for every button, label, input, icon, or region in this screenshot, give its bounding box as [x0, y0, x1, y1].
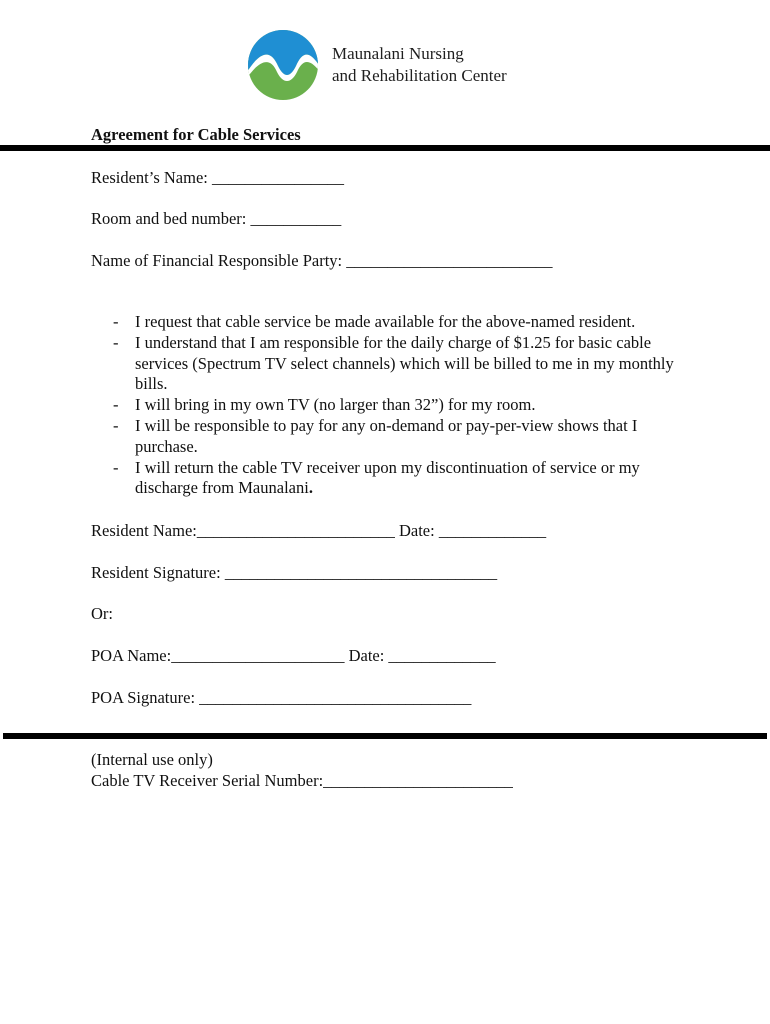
logo-line-1: Maunalani Nursing [332, 44, 464, 63]
poa-name-date-field: POA Name:_____________________ Date: _____________ [91, 646, 496, 665]
mountain-logo-icon [247, 28, 323, 104]
list-item-text: I will bring in my own TV (no larger than 32”) for my room. [135, 395, 536, 415]
or-label: Or: [91, 604, 113, 623]
list-dash: - [113, 312, 119, 331]
resident-name-date-field: Resident Name:________________________ Date: _____________ [91, 521, 547, 540]
list-item-text: I will return the cable TV receiver upon my discontinuation of service or my discharge from Maunalani [135, 457, 640, 498]
list-item [113, 416, 693, 458]
list-item-text: I will be responsible to pay for any on-demand or pay-per-view shows that I purchase. [135, 415, 638, 456]
resident-name-field: Resident’s Name: ________________ [91, 168, 344, 187]
list-item [113, 333, 693, 395]
list-item-text: I understand that I am responsible for the daily charge of $1.25 for basic cable services (Spectrum TV select channels) which will be billed to me in my monthly bills. [135, 332, 674, 394]
logo-line-2: and Rehabilitation Center [332, 66, 507, 85]
poa-signature-field: POA Signature: _________________________________ [91, 688, 472, 707]
list-item-period: . [308, 478, 313, 498]
serial-number-field: Cable TV Receiver Serial Number:_______________________ [91, 771, 513, 790]
list-item [113, 312, 693, 333]
list-item [113, 458, 693, 500]
terms-list [113, 312, 693, 499]
resident-signature-field: Resident Signature: _________________________________ [91, 563, 498, 582]
room-bed-field: Room and bed number: ___________ [91, 209, 342, 228]
logo-wordmark [332, 43, 507, 87]
bottom-divider [3, 733, 767, 739]
list-dash: - [113, 395, 119, 415]
top-divider [0, 145, 770, 151]
internal-use-label: (Internal use only) [91, 750, 213, 769]
list-dash: - [113, 332, 119, 352]
list-dash: - [113, 457, 119, 477]
list-item-text: I request that cable service be made available for the above-named resident. [135, 312, 636, 331]
financial-party-field: Name of Financial Responsible Party: _________________________ [91, 251, 553, 270]
form-title: Agreement for Cable Services [91, 125, 301, 144]
list-item [113, 395, 693, 416]
facility-logo [247, 28, 527, 104]
list-dash: - [113, 415, 119, 435]
